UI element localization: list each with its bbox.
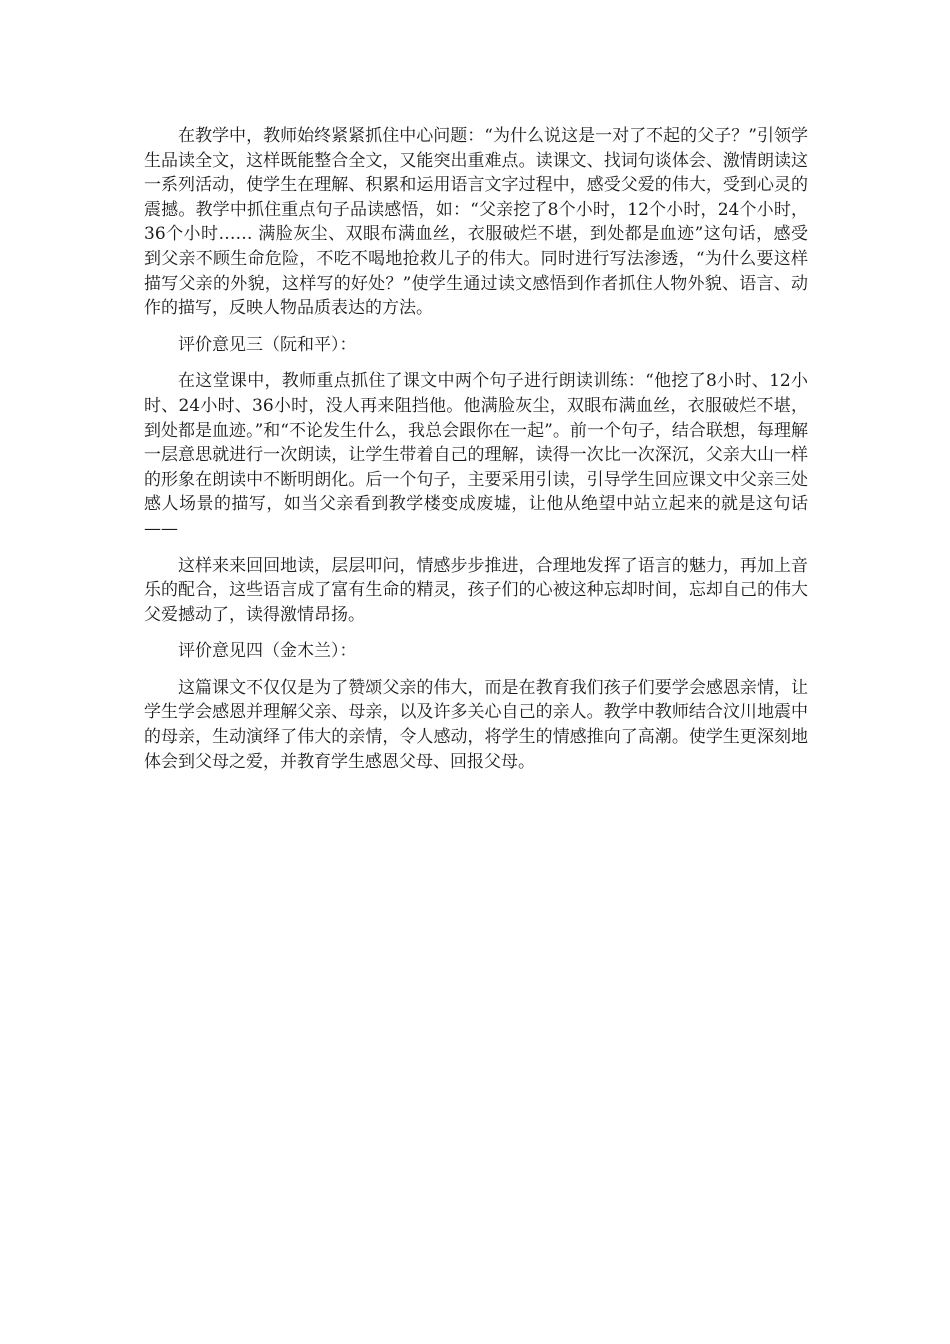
paragraph-teaching-focus: 在教学中，教师始终紧紧抓住中心问题：“为什么说这是一对了不起的父子？”引领学生品读全文，这样既能整合全文，又能突出重难点。读课文、找词句谈体会、激情朗读这一系列活动，使学生在理解、积累和运用语言文字过程中，感受父爱的伟大，受到心灵的震撼。教学中抓住重点句子品读感悟，如：“父亲挖了8个小时，12个小时，24个小时，36个小时…… 满脸灰尘、双眼布满血丝，衣服破烂不堪，到处都是血迹”这句话，感受到父亲不顾生命危险，不吃不喝地抢救儿子的伟大。同时进行写法渗透，“为什么要这样描写父亲的外貌，这样写的好处？”使学生通过读文感悟到作者抓住人物外貌、语言、动作的描写，反映人物品质表达的方法。: [144, 126, 808, 319]
paragraph-reading-effect: 这样来来回回地读，层层叩问，情感步步推进，合理地发挥了语言的魅力，再加上音乐的配合，这些语言成了富有生命的精灵，孩子们的心被这种忘却时间，忘却自己的伟大父爱撼动了，读得激情昂扬。: [144, 555, 808, 625]
heading-evaluation-four: 评价意见四（金木兰）：: [178, 641, 357, 662]
heading-evaluation-three: 评价意见三（阮和平）：: [178, 334, 357, 355]
paragraph-evaluation-four: 这篇课文不仅仅是为了赞颂父亲的伟大，而是在教育我们孩子们要学会感恩亲情，让学生学会感恩并理解父亲、母亲，以及许多关心自己的亲人。教学中教师结合汶川地震中的母亲，生动演绎了伟大的亲情，令人感动，将学生的情感推向了高潮。使学生更深刻地体会到父母之爱，并教育学生感恩父母、回报父母。: [144, 677, 808, 772]
paragraph-evaluation-three: 在这堂课中，教师重点抓住了课文中两个句子进行朗读训练：“他挖了8小时、12小时、24小时、36小时，没人再来阻挡他。他满脸灰尘，双眼布满血丝，衣服破烂不堪，到处都是血迹。”和“不论发生什么，我总会跟你在一起”。前一个句子，结合联想，每理解一层意思就进行一次朗读，让学生带着自己的理解，读得一次比一次深沉，父亲大山一样的形象在朗读中不断明朗化。后一个句子，主要采用引读，引导学生回应课文中父亲三处感人场景的描写，如当父亲看到教学楼变成废墟，让他从绝望中站立起来的就是这句话——: [144, 371, 808, 539]
document-body: [144, 124, 808, 786]
